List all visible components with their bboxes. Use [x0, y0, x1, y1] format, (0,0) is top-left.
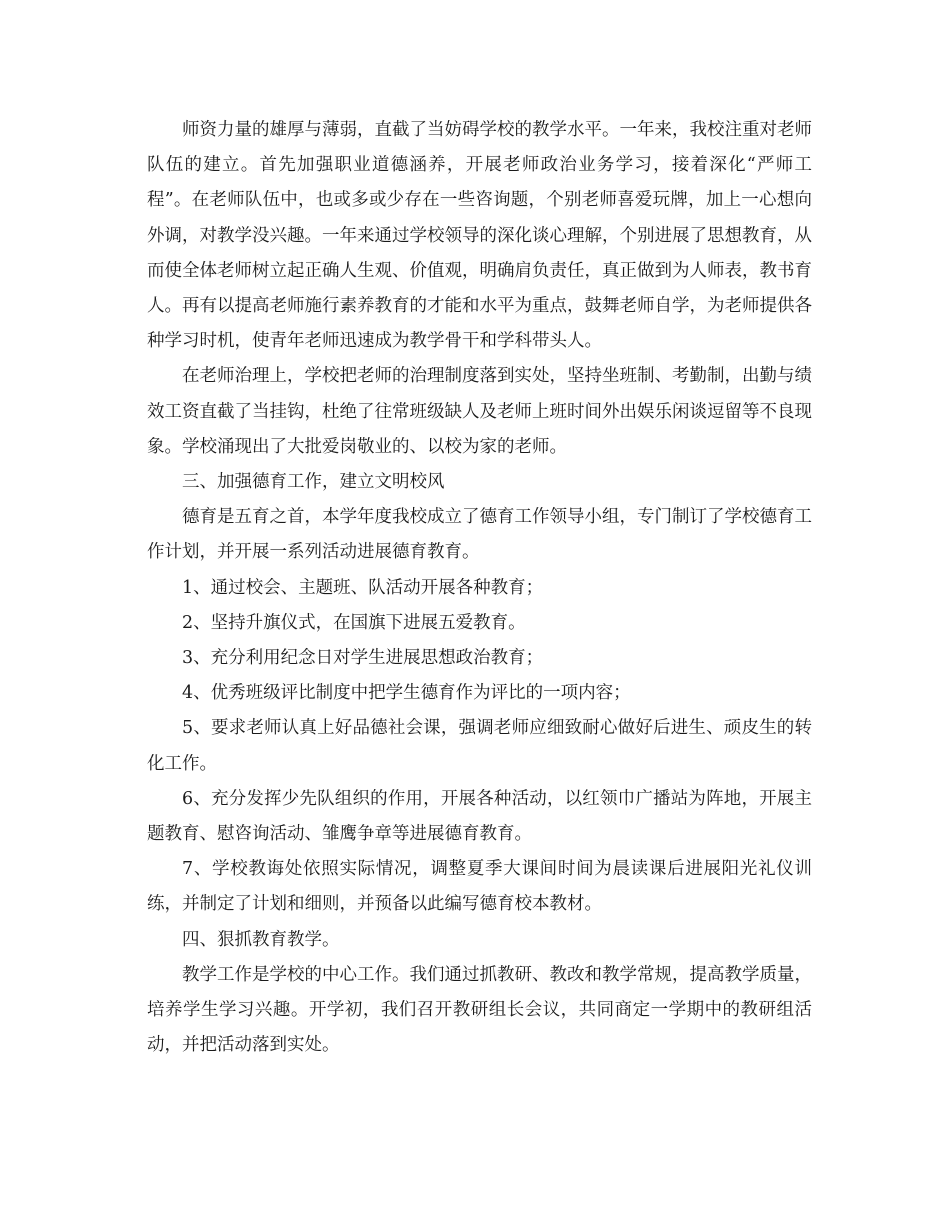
list-item-2: 2、坚持升旗仪式，在国旗下进展五爱教育。 — [182, 612, 526, 633]
list-item-4: 4、优秀班级评比制度中把学生德育作为评比的一项内容； — [182, 683, 631, 704]
list-item-1: 1、通过校会、主题班、队活动开展各种教育； — [182, 577, 544, 598]
section-heading-teaching: 四、狠抓教育教学。 — [182, 929, 340, 950]
paragraph-moral-education-intro: 德育是五育之首，本学年度我校成立了德育工作领导小组，专门制订了学校德育工作计划，并开展一系列活动进展德育教育。 — [147, 507, 812, 563]
paragraph-teaching-work: 教学工作是学校的中心工作。我们通过抓教研、教改和教学常规，提高教学质量，培养学生学习兴趣。开学初，我们召开教研组长会议，共同商定一学期中的教研组活动，并把活动落到实处。 — [147, 964, 812, 1056]
paragraph-teacher-management: 在老师治理上，学校把老师的治理制度落到实处，坚持坐班制、考勤制，出勤与绩效工资直截了当挂钩，杜绝了往常班级缺人及老师上班时间外出娱乐闲谈逗留等不良现象。学校涌现出了大批爱岗敬业的、以校为家的老师。 — [147, 366, 812, 457]
list-item-7: 7、学校教诲处依照实际情况，调整夏季大课间时间为晨读课后进展阳光礼仪训练，并制定了计划和细则，并预备以此编写德育校本教材。 — [147, 859, 812, 915]
list-item-5: 5、要求老师认真上好品德社会课，强调老师应细致耐心做好后进生、顽皮生的转化工作。 — [147, 718, 812, 774]
section-heading-moral-education: 三、加强德育工作，建立文明校风 — [182, 472, 445, 493]
document-body — [147, 113, 812, 1063]
list-item-6: 6、充分发挥少先队组织的作用，开展各种活动，以红领巾广播站为阵地，开展主题教育、慰咨询活动、雏鹰争章等进展德育教育。 — [147, 788, 812, 845]
paragraph-teacher-strength: 师资力量的雄厚与薄弱，直截了当妨碍学校的教学水平。一年来，我校注重对老师队伍的建立。首先加强职业道德涵养，开展老师政治业务学习，接着深化“严师工程”。在老师队伍中，也或多或少存在一些咨询题，个别老师喜爱玩牌，加上一心想向外调，对教学没兴趣。一年来通过学校领导的深化谈心理解，个别进展了思想教育，从而使全体老师树立起正确人生观、价值观，明确肩负责任，真正做到为人师表，教书育人。再有以提高老师施行素养教育的才能和水平为重点，鼓舞老师自学，为老师提供各种学习时机，使青年老师迅速成为教学骨干和学科带头人。 — [147, 120, 812, 352]
list-item-3: 3、充分利用纪念日对学生进展思想政治教育； — [182, 648, 544, 669]
